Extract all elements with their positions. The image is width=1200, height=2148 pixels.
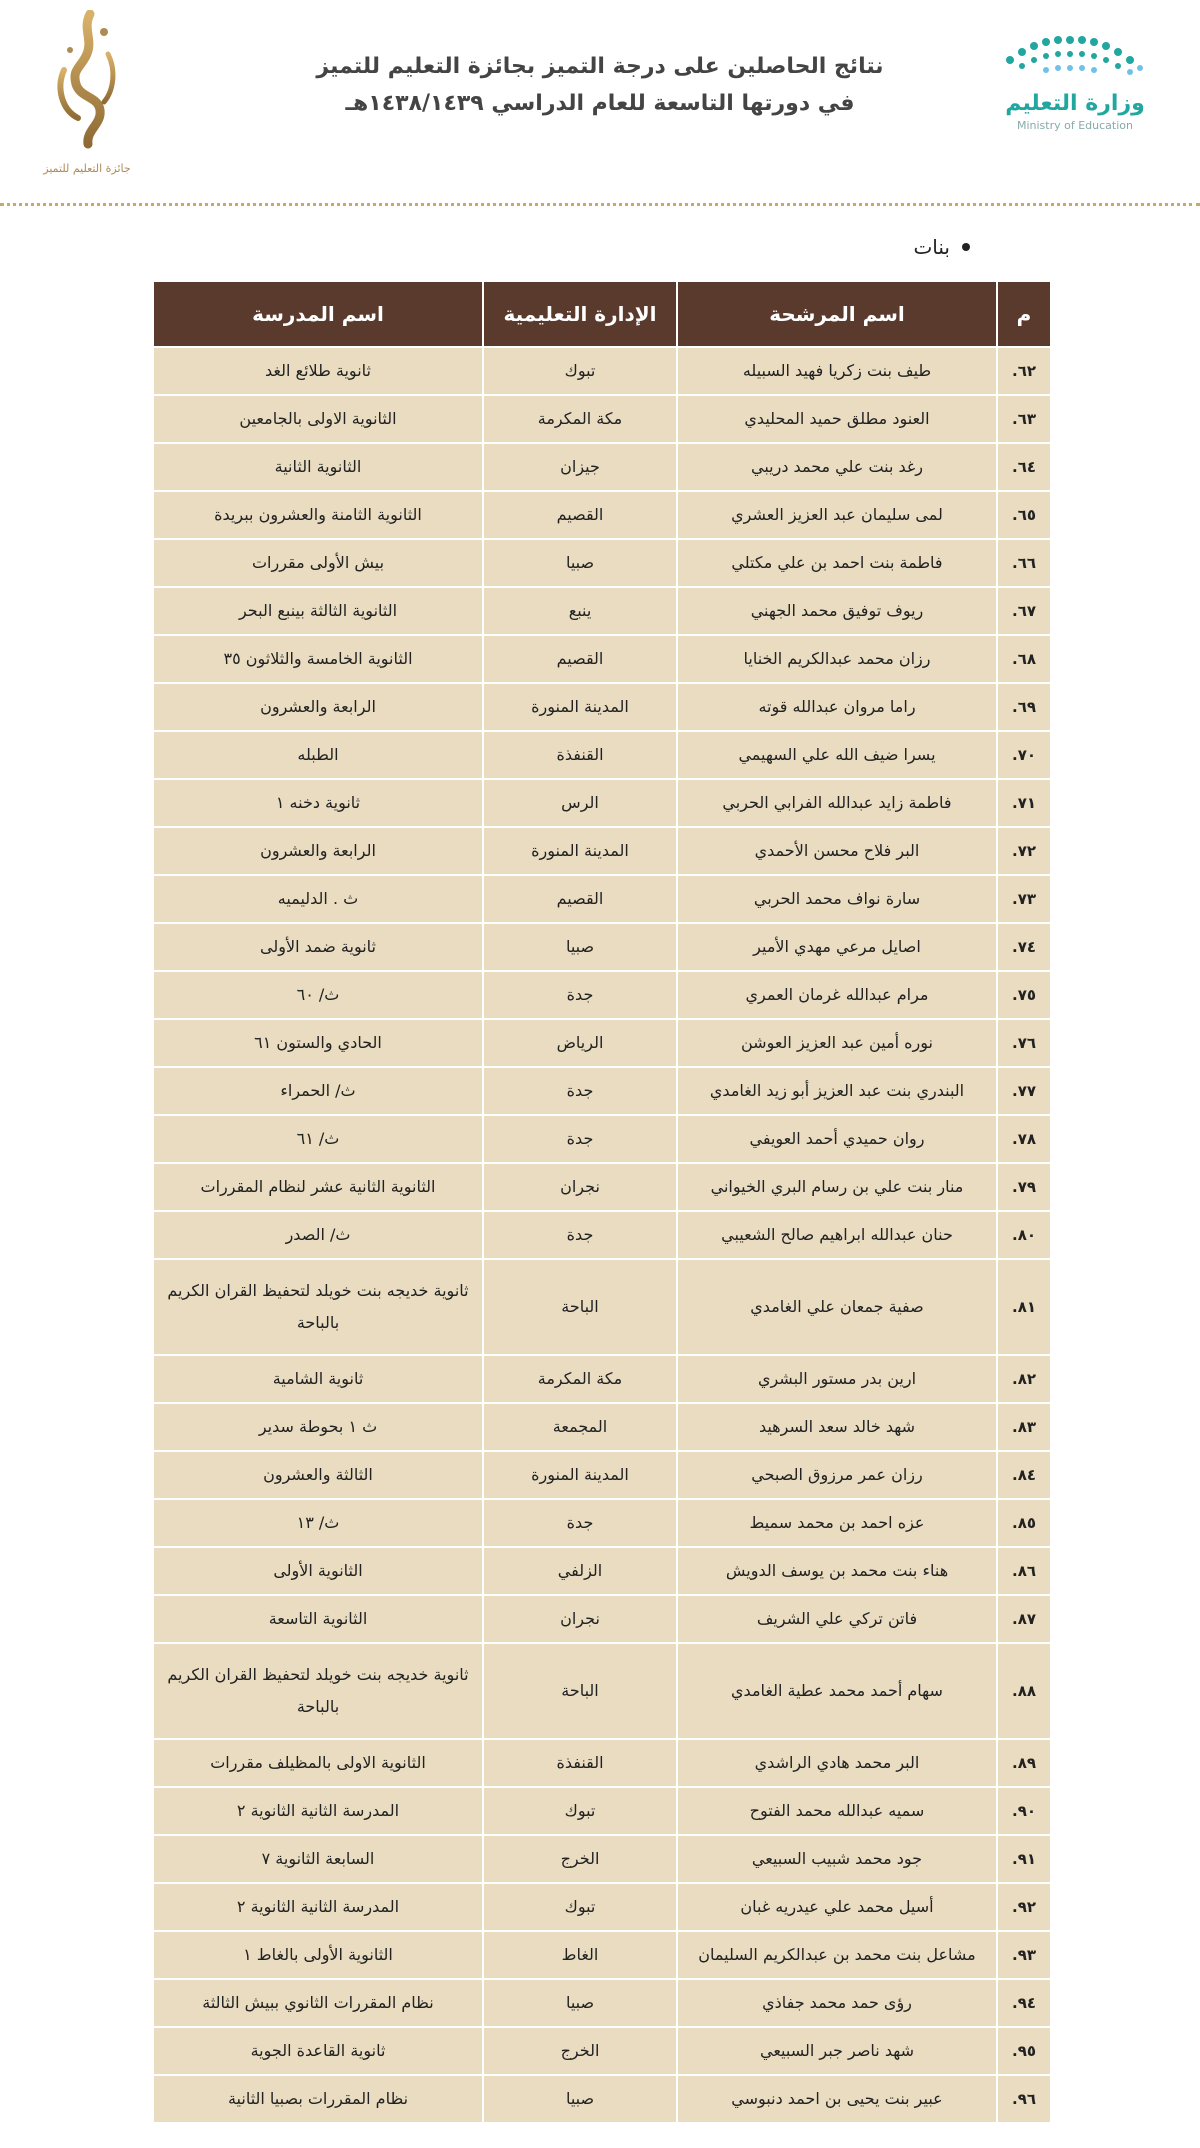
table-row xyxy=(153,1835,1051,1883)
school-name-cell: نظام المقررات الثانوي ببيش الثالثة xyxy=(153,1979,483,2027)
row-number: ٨٢. xyxy=(997,1355,1051,1403)
row-number: ٨٩. xyxy=(997,1739,1051,1787)
education-department-cell: صبيا xyxy=(483,539,677,587)
school-name-cell: الثانوية الثانية عشر لنظام المقررات xyxy=(153,1163,483,1211)
table-row xyxy=(153,1067,1051,1115)
row-number: ٨٠. xyxy=(997,1211,1051,1259)
candidate-name-cell: يسرا ضيف الله علي السهيمي xyxy=(677,731,997,779)
school-name-cell: الطبله xyxy=(153,731,483,779)
education-department-cell: الخرج xyxy=(483,1835,677,1883)
row-number: ٩٦. xyxy=(997,2075,1051,2123)
table-row xyxy=(153,347,1051,395)
education-department-cell: الخرج xyxy=(483,2027,677,2075)
row-number: ٧٠. xyxy=(997,731,1051,779)
table-row xyxy=(153,1211,1051,1259)
table-row xyxy=(153,731,1051,779)
table-header-row xyxy=(153,281,1051,347)
row-number: ٩٢. xyxy=(997,1883,1051,1931)
table-row xyxy=(153,971,1051,1019)
row-number: ٦٩. xyxy=(997,683,1051,731)
row-number: ٧٨. xyxy=(997,1115,1051,1163)
table-row xyxy=(153,1403,1051,1451)
education-department-cell: تبوك xyxy=(483,1883,677,1931)
education-department-cell: القصيم xyxy=(483,635,677,683)
candidate-name-cell: هناء بنت محمد بن يوسف الدويش xyxy=(677,1547,997,1595)
education-department-cell: المدينة المنورة xyxy=(483,827,677,875)
candidate-name-cell: ارين بدر مستور البشري xyxy=(677,1355,997,1403)
education-department-cell: تبوك xyxy=(483,1787,677,1835)
table-row xyxy=(153,635,1051,683)
education-department-cell: جيزان xyxy=(483,443,677,491)
education-department-cell: جدة xyxy=(483,971,677,1019)
title-line-1: نتائج الحاصلين على درجة التميز بجائزة التعليم للتميز xyxy=(316,54,884,79)
school-name-cell: ثانوية ضمد الأولى xyxy=(153,923,483,971)
school-name-cell: ثانوية خديجه بنت خويلد لتحفيظ القران الكريم بالباحة xyxy=(153,1259,483,1355)
education-department-cell: القصيم xyxy=(483,491,677,539)
school-name-cell: الثانوية الاولى بالجامعين xyxy=(153,395,483,443)
table-row xyxy=(153,923,1051,971)
row-number: ٨٨. xyxy=(997,1643,1051,1739)
school-name-cell: الثالثة والعشرون xyxy=(153,1451,483,1499)
table-row xyxy=(153,1499,1051,1547)
school-name-cell: بيش الأولى مقررات xyxy=(153,539,483,587)
candidate-name-cell: عبير بنت يحيى بن احمد دنبوسي xyxy=(677,2075,997,2123)
candidate-name-cell: أسيل محمد علي عيدريه غبان xyxy=(677,1883,997,1931)
candidate-name-cell: رغد بنت علي محمد دريبي xyxy=(677,443,997,491)
page-title xyxy=(300,50,900,124)
table-row xyxy=(153,1883,1051,1931)
candidate-name-cell: عزه احمد بن محمد سميط xyxy=(677,1499,997,1547)
table-row xyxy=(153,1787,1051,1835)
row-number: ٧٣. xyxy=(997,875,1051,923)
education-department-cell: الرياض xyxy=(483,1019,677,1067)
award-calligraphy-icon xyxy=(42,10,132,160)
school-name-cell: السابعة الثانوية ٧ xyxy=(153,1835,483,1883)
table-row xyxy=(153,491,1051,539)
education-department-cell: ينبع xyxy=(483,587,677,635)
education-department-cell: القنفذة xyxy=(483,731,677,779)
ministry-name-en: Ministry of Education xyxy=(1016,119,1133,132)
education-department-cell: نجران xyxy=(483,1163,677,1211)
education-department-cell: الغاط xyxy=(483,1931,677,1979)
candidate-name-cell: البر محمد هادي الراشدي xyxy=(677,1739,997,1787)
education-department-cell: مكة المكرمة xyxy=(483,1355,677,1403)
school-name-cell: ثانوية خديجه بنت خويلد لتحفيظ القران الكريم بالباحة xyxy=(153,1643,483,1739)
education-department-cell: المدينة المنورة xyxy=(483,1451,677,1499)
education-department-cell: مكة المكرمة xyxy=(483,395,677,443)
row-number: ٨٤. xyxy=(997,1451,1051,1499)
row-number: ٦٥. xyxy=(997,491,1051,539)
candidate-name-cell: سميه عبدالله محمد الفتوح xyxy=(677,1787,997,1835)
school-name-cell: ث/ الصدر xyxy=(153,1211,483,1259)
school-name-cell: الثانوية الثالثة بينبع البحر xyxy=(153,587,483,635)
row-number: ٩١. xyxy=(997,1835,1051,1883)
bullet-icon xyxy=(962,243,970,251)
education-department-cell: الزلفي xyxy=(483,1547,677,1595)
table-row xyxy=(153,827,1051,875)
education-department-cell: المجمعة xyxy=(483,1403,677,1451)
column-header-candidate-name: اسم المرشحة xyxy=(677,281,997,347)
row-number: ٧٢. xyxy=(997,827,1051,875)
row-number: ٦٨. xyxy=(997,635,1051,683)
education-department-cell: جدة xyxy=(483,1499,677,1547)
table-row xyxy=(153,875,1051,923)
row-number: ٨٧. xyxy=(997,1595,1051,1643)
education-department-cell: القنفذة xyxy=(483,1739,677,1787)
table-row xyxy=(153,587,1051,635)
row-number: ٨١. xyxy=(997,1259,1051,1355)
school-name-cell: ث/ الحمراء xyxy=(153,1067,483,1115)
education-department-cell: المدينة المنورة xyxy=(483,683,677,731)
table-row xyxy=(153,1547,1051,1595)
row-number: ٦٤. xyxy=(997,443,1051,491)
school-name-cell: الثانوية التاسعة xyxy=(153,1595,483,1643)
education-department-cell: الباحة xyxy=(483,1259,677,1355)
candidate-name-cell: اصايل مرعي مهدي الأمير xyxy=(677,923,997,971)
candidate-name-cell: مرام عبدالله غرمان العمري xyxy=(677,971,997,1019)
school-name-cell: ث/ ٦١ xyxy=(153,1115,483,1163)
row-number: ٨٣. xyxy=(997,1403,1051,1451)
candidate-name-cell: فاطمة زايد عبدالله الفرابي الحربي xyxy=(677,779,997,827)
candidate-name-cell: طيف بنت زكريا فهيد السبيله xyxy=(677,347,997,395)
school-name-cell: الرابعة والعشرون xyxy=(153,683,483,731)
candidate-name-cell: نوره أمين عبد العزيز العوشن xyxy=(677,1019,997,1067)
education-department-cell: تبوك xyxy=(483,347,677,395)
school-name-cell: الثانوية الأولى xyxy=(153,1547,483,1595)
education-department-cell: صبيا xyxy=(483,2075,677,2123)
row-number: ٩٥. xyxy=(997,2027,1051,2075)
header-divider xyxy=(0,203,1200,206)
row-number: ٩٠. xyxy=(997,1787,1051,1835)
education-department-cell: صبيا xyxy=(483,923,677,971)
candidate-name-cell: حنان عبدالله ابراهيم صالح الشعيبي xyxy=(677,1211,997,1259)
row-number: ٧١. xyxy=(997,779,1051,827)
section-label-text: بنات xyxy=(913,235,950,259)
candidate-name-cell: العنود مطلق حميد المحليدي xyxy=(677,395,997,443)
candidate-name-cell: فاطمة بنت احمد بن علي مكتلي xyxy=(677,539,997,587)
education-department-cell: الباحة xyxy=(483,1643,677,1739)
school-name-cell: ث . الدليميه xyxy=(153,875,483,923)
school-name-cell: الثانوية الثانية xyxy=(153,443,483,491)
candidate-name-cell: روان حميدي أحمد العويفي xyxy=(677,1115,997,1163)
ministry-name: وزارة التعليم xyxy=(1005,91,1145,116)
candidate-name-cell: لمى سليمان عبد العزيز العشري xyxy=(677,491,997,539)
education-department-cell: صبيا xyxy=(483,1979,677,2027)
table-row xyxy=(153,395,1051,443)
school-name-cell: ثانوية القاعدة الجوية xyxy=(153,2027,483,2075)
table-row xyxy=(153,1259,1051,1355)
table-row xyxy=(153,1355,1051,1403)
school-name-cell: الثانوية الاولى بالمظيلف مقررات xyxy=(153,1739,483,1787)
school-name-cell: المدرسة الثانية الثانوية ٢ xyxy=(153,1883,483,1931)
row-number: ٦٣. xyxy=(997,395,1051,443)
award-caption: جائزة التعليم للتميز xyxy=(43,162,131,175)
school-name-cell: الرابعة والعشرون xyxy=(153,827,483,875)
table-row xyxy=(153,779,1051,827)
candidate-name-cell: منار بنت علي بن رسام البري الخيواني xyxy=(677,1163,997,1211)
ministry-dots-icon xyxy=(1000,30,1150,80)
candidate-name-cell: ريوف توفيق محمد الجهني xyxy=(677,587,997,635)
page-header xyxy=(0,0,1200,200)
row-number: ٦٧. xyxy=(997,587,1051,635)
school-name-cell: الحادي والستون ٦١ xyxy=(153,1019,483,1067)
table-row xyxy=(153,2075,1051,2123)
row-number: ٧٤. xyxy=(997,923,1051,971)
column-header-number: م xyxy=(997,281,1051,347)
candidate-name-cell: سهام أحمد محمد عطية الغامدي xyxy=(677,1643,997,1739)
table-row xyxy=(153,1163,1051,1211)
row-number: ٨٦. xyxy=(997,1547,1051,1595)
table-row xyxy=(153,1979,1051,2027)
row-number: ٦٢. xyxy=(997,347,1051,395)
table-row xyxy=(153,1115,1051,1163)
candidate-name-cell: البر فلاح محسن الأحمدي xyxy=(677,827,997,875)
school-name-cell: نظام المقررات بصبيا الثانية xyxy=(153,2075,483,2123)
results-table xyxy=(152,280,1052,2124)
education-department-cell: جدة xyxy=(483,1115,677,1163)
candidate-name-cell: البندري بنت عبد العزيز أبو زيد الغامدي xyxy=(677,1067,997,1115)
candidate-name-cell: رزان عمر مرزوق الصبحي xyxy=(677,1451,997,1499)
table-row xyxy=(153,1019,1051,1067)
candidate-name-cell: شهد ناصر جبر السبيعي xyxy=(677,2027,997,2075)
candidate-name-cell: جود محمد شبيب السبيعي xyxy=(677,1835,997,1883)
education-award-logo xyxy=(32,10,142,190)
title-line-2: في دورتها التاسعة للعام الدراسي ١٤٣٨/١٤٣٩هـ xyxy=(345,91,855,116)
column-header-education-department: الإدارة التعليمية xyxy=(483,281,677,347)
table-row xyxy=(153,1739,1051,1787)
school-name-cell: الثانوية الخامسة والثلاثون ٣٥ xyxy=(153,635,483,683)
section-label xyxy=(913,235,970,259)
candidate-name-cell: فاتن تركي علي الشريف xyxy=(677,1595,997,1643)
school-name-cell: ث/ ١٣ xyxy=(153,1499,483,1547)
candidate-name-cell: راما مروان عبدالله قوته xyxy=(677,683,997,731)
education-department-cell: نجران xyxy=(483,1595,677,1643)
education-department-cell: الرس xyxy=(483,779,677,827)
candidate-name-cell: شهد خالد سعد السرهيد xyxy=(677,1403,997,1451)
table-row xyxy=(153,1931,1051,1979)
row-number: ٩٣. xyxy=(997,1931,1051,1979)
row-number: ٧٦. xyxy=(997,1019,1051,1067)
ministry-of-education-logo xyxy=(990,30,1160,150)
school-name-cell: ثانوية طلائع الغد xyxy=(153,347,483,395)
school-name-cell: الثانوية الثامنة والعشرون ببريدة xyxy=(153,491,483,539)
row-number: ٧٥. xyxy=(997,971,1051,1019)
school-name-cell: المدرسة الثانية الثانوية ٢ xyxy=(153,1787,483,1835)
row-number: ٦٦. xyxy=(997,539,1051,587)
candidate-name-cell: سارة نواف محمد الحربي xyxy=(677,875,997,923)
table-row xyxy=(153,539,1051,587)
table-row xyxy=(153,683,1051,731)
school-name-cell: ثانوية دخنه ١ xyxy=(153,779,483,827)
education-department-cell: جدة xyxy=(483,1211,677,1259)
school-name-cell: ث ١ بحوطة سدير xyxy=(153,1403,483,1451)
column-header-school-name: اسم المدرسة xyxy=(153,281,483,347)
candidate-name-cell: مشاعل بنت محمد بن عبدالكريم السليمان xyxy=(677,1931,997,1979)
table-row xyxy=(153,2027,1051,2075)
school-name-cell: ثانوية الشامية xyxy=(153,1355,483,1403)
education-department-cell: القصيم xyxy=(483,875,677,923)
row-number: ٩٤. xyxy=(997,1979,1051,2027)
table-row xyxy=(153,443,1051,491)
candidate-name-cell: رؤى حمد محمد جفاذي xyxy=(677,1979,997,2027)
table-row xyxy=(153,1643,1051,1739)
row-number: ٨٥. xyxy=(997,1499,1051,1547)
table-row xyxy=(153,1451,1051,1499)
candidate-name-cell: صفية جمعان علي الغامدي xyxy=(677,1259,997,1355)
results-table-container xyxy=(152,280,1050,2124)
education-department-cell: جدة xyxy=(483,1067,677,1115)
school-name-cell: الثانوية الأولى بالغاط ١ xyxy=(153,1931,483,1979)
row-number: ٧٩. xyxy=(997,1163,1051,1211)
school-name-cell: ث/ ٦٠ xyxy=(153,971,483,1019)
row-number: ٧٧. xyxy=(997,1067,1051,1115)
table-row xyxy=(153,1595,1051,1643)
candidate-name-cell: رزان محمد عبدالكريم الخنايا xyxy=(677,635,997,683)
